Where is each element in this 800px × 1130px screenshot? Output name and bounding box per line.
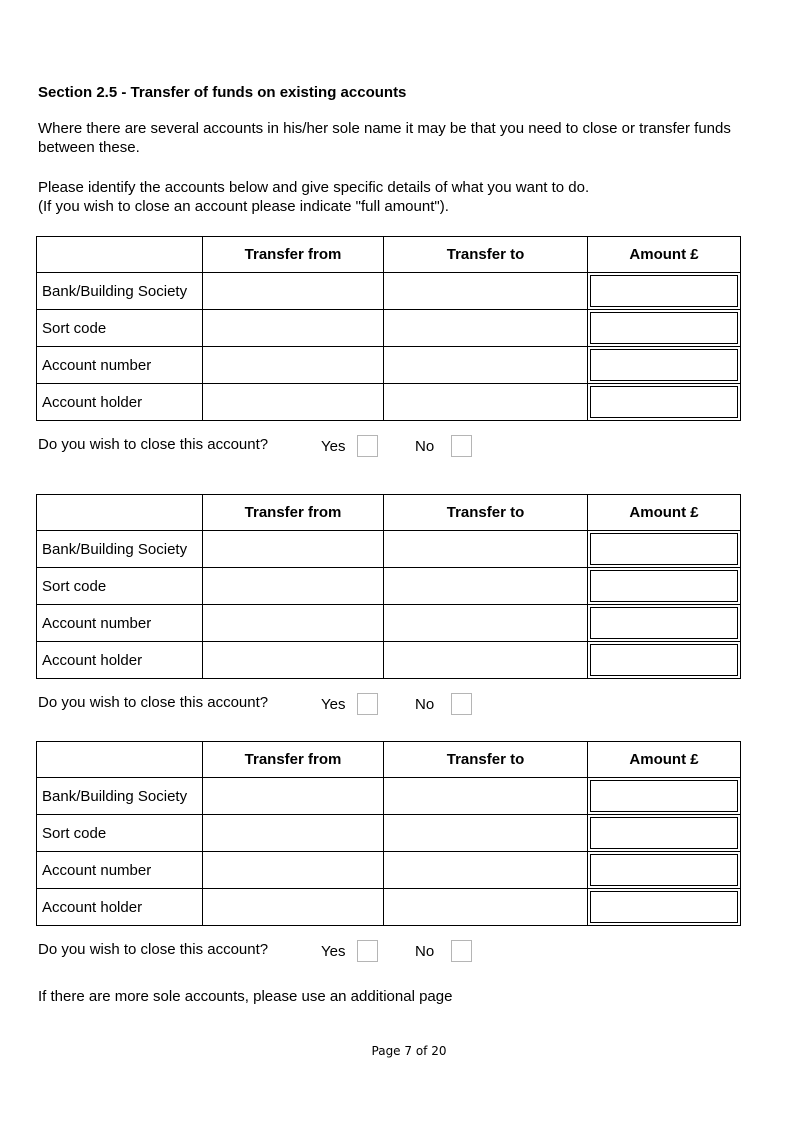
table-header-row [37, 495, 741, 531]
amount-cell [588, 568, 741, 605]
instructions-line-1: Please identify the accounts below and give specific details of what you want to do. [38, 179, 590, 196]
amount-sort-code-field[interactable] [590, 817, 738, 849]
amount-cell [588, 889, 741, 926]
header-amount: Amount £ [588, 742, 741, 778]
amount-account-number-field[interactable] [590, 854, 738, 886]
table-row-bank [37, 778, 741, 815]
header-blank [37, 237, 203, 273]
transfer-to-sort-code-field[interactable] [384, 568, 588, 605]
yes-label: Yes [321, 696, 346, 713]
amount-cell [588, 605, 741, 642]
table-header-row [37, 237, 741, 273]
header-blank [37, 495, 203, 531]
amount-cell [588, 347, 741, 384]
header-transfer-from: Transfer from [203, 237, 384, 273]
intro-paragraph [38, 119, 778, 157]
header-blank [37, 742, 203, 778]
header-transfer-to: Transfer to [384, 495, 588, 531]
header-amount: Amount £ [588, 237, 741, 273]
amount-cell [588, 384, 741, 421]
row-label-sort-code: Sort code [37, 568, 203, 605]
transfer-to-account-holder-field[interactable] [384, 384, 588, 421]
amount-sort-code-field[interactable] [590, 570, 738, 602]
close-question-text: Do you wish to close this account? [38, 436, 269, 453]
close-account-question-1 [38, 436, 498, 460]
close-question-text: Do you wish to close this account? [38, 694, 269, 711]
yes-checkbox[interactable] [357, 940, 378, 962]
amount-bank-field[interactable] [590, 780, 738, 812]
close-account-question-2 [38, 694, 498, 718]
no-label: No [415, 943, 435, 960]
no-checkbox[interactable] [451, 693, 472, 715]
table-row-sort-code [37, 310, 741, 347]
yes-label: Yes [321, 438, 346, 455]
no-label: No [415, 438, 435, 455]
amount-account-number-field[interactable] [590, 349, 738, 381]
header-transfer-from: Transfer from [203, 495, 384, 531]
amount-account-number-field[interactable] [590, 607, 738, 639]
no-checkbox[interactable] [451, 435, 472, 457]
account-table-2 [36, 494, 741, 679]
additional-page-note: If there are more sole accounts, please use an additional page [38, 988, 453, 1005]
table-row-account-holder [37, 642, 741, 679]
intro-line-2: between these. [38, 139, 140, 156]
row-label-bank: Bank/Building Society [37, 273, 203, 310]
transfer-from-account-holder-field[interactable] [203, 889, 384, 926]
header-amount: Amount £ [588, 495, 741, 531]
header-transfer-to: Transfer to [384, 742, 588, 778]
amount-cell [588, 815, 741, 852]
row-label-account-holder: Account holder [37, 642, 203, 679]
table-row-account-number [37, 852, 741, 889]
transfer-from-account-holder-field[interactable] [203, 384, 384, 421]
transfer-from-account-number-field[interactable] [203, 605, 384, 642]
table-row-bank [37, 531, 741, 568]
transfer-to-account-holder-field[interactable] [384, 642, 588, 679]
amount-cell [588, 531, 741, 568]
amount-account-holder-field[interactable] [590, 891, 738, 923]
table-row-account-holder [37, 889, 741, 926]
amount-bank-field[interactable] [590, 533, 738, 565]
close-question-text: Do you wish to close this account? [38, 941, 269, 958]
table-row-account-number [37, 605, 741, 642]
no-label: No [415, 696, 435, 713]
row-label-account-number: Account number [37, 852, 203, 889]
section-title: Section 2.5 - Transfer of funds on existing accounts [38, 84, 407, 101]
yes-checkbox[interactable] [357, 693, 378, 715]
row-label-sort-code: Sort code [37, 310, 203, 347]
amount-account-holder-field[interactable] [590, 644, 738, 676]
table-row-account-holder [37, 384, 741, 421]
header-transfer-to: Transfer to [384, 237, 588, 273]
transfer-to-account-number-field[interactable] [384, 605, 588, 642]
amount-cell [588, 852, 741, 889]
transfer-to-sort-code-field[interactable] [384, 310, 588, 347]
page-number: Page 7 of 20 [371, 1044, 447, 1058]
row-label-bank: Bank/Building Society [37, 531, 203, 568]
transfer-to-account-holder-field[interactable] [384, 889, 588, 926]
transfer-to-account-number-field[interactable] [384, 852, 588, 889]
transfer-to-bank-field[interactable] [384, 273, 588, 310]
no-checkbox[interactable] [451, 940, 472, 962]
transfer-to-bank-field[interactable] [384, 778, 588, 815]
amount-cell [588, 310, 741, 347]
amount-bank-field[interactable] [590, 275, 738, 307]
table-row-sort-code [37, 568, 741, 605]
account-table-1 [36, 236, 741, 421]
row-label-account-holder: Account holder [37, 384, 203, 421]
transfer-from-bank-field[interactable] [203, 531, 384, 568]
intro-line-1: Where there are several accounts in his/her sole name it may be that you need to close or transfer funds [38, 120, 731, 137]
transfer-from-account-number-field[interactable] [203, 852, 384, 889]
header-transfer-from: Transfer from [203, 742, 384, 778]
amount-cell [588, 642, 741, 679]
amount-account-holder-field[interactable] [590, 386, 738, 418]
row-label-sort-code: Sort code [37, 815, 203, 852]
amount-cell [588, 273, 741, 310]
instructions-paragraph [38, 178, 778, 216]
transfer-from-bank-field[interactable] [203, 273, 384, 310]
row-label-account-holder: Account holder [37, 889, 203, 926]
yes-checkbox[interactable] [357, 435, 378, 457]
transfer-from-sort-code-field[interactable] [203, 310, 384, 347]
yes-label: Yes [321, 943, 346, 960]
transfer-from-account-holder-field[interactable] [203, 642, 384, 679]
transfer-to-account-number-field[interactable] [384, 347, 588, 384]
table-row-account-number [37, 347, 741, 384]
instructions-line-2: (If you wish to close an account please indicate "full amount"). [38, 198, 449, 215]
transfer-from-sort-code-field[interactable] [203, 568, 384, 605]
table-header-row [37, 742, 741, 778]
transfer-from-sort-code-field[interactable] [203, 815, 384, 852]
row-label-account-number: Account number [37, 605, 203, 642]
amount-sort-code-field[interactable] [590, 312, 738, 344]
row-label-bank: Bank/Building Society [37, 778, 203, 815]
close-account-question-3 [38, 941, 498, 965]
table-row-sort-code [37, 815, 741, 852]
transfer-from-account-number-field[interactable] [203, 347, 384, 384]
amount-cell [588, 778, 741, 815]
table-row-bank [37, 273, 741, 310]
transfer-to-bank-field[interactable] [384, 531, 588, 568]
transfer-to-sort-code-field[interactable] [384, 815, 588, 852]
row-label-account-number: Account number [37, 347, 203, 384]
transfer-from-bank-field[interactable] [203, 778, 384, 815]
account-table-3 [36, 741, 741, 926]
